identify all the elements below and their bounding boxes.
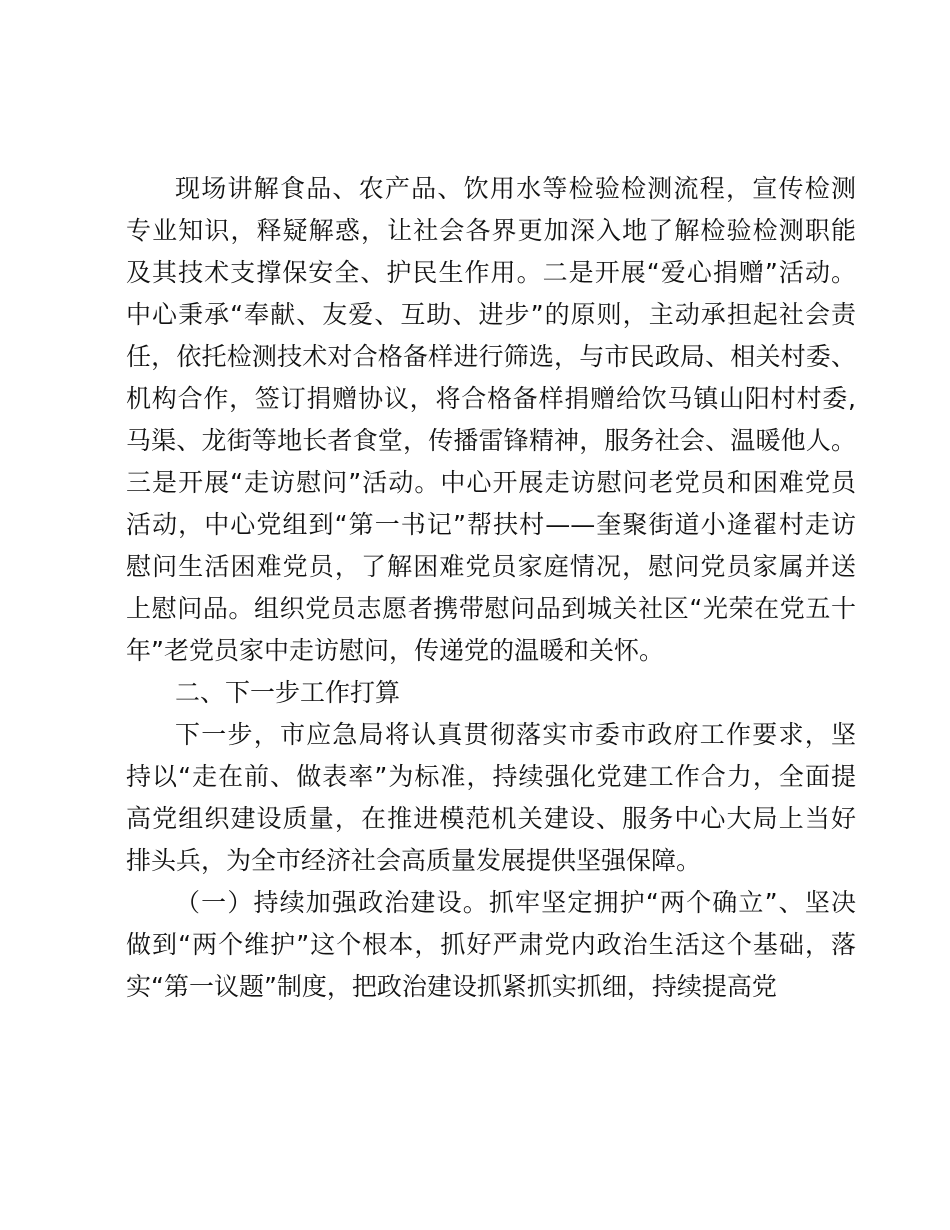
text-line: 年”老党员家中走访慰问，传递党的温暖和关怀。	[126, 636, 664, 665]
text-line: 排头兵，为全市经济社会高质量发展提供坚强保障。	[126, 846, 702, 875]
text-line: 机构合作，签订捐赠协议，将合格备样捐赠给饮马镇山阳村村委,	[126, 384, 856, 413]
text-line: 现场讲解食品、农产品、饮用水等检验检测流程，宣传检测	[175, 174, 856, 203]
text-line: 做到“两个维护”这个根本，抓好严肃党内政治生活这个基础，落	[126, 930, 856, 959]
text-line: 三是开展“走访慰问”活动。中心开展走访慰问老党员和困难党员	[126, 468, 856, 497]
text-line: 下一步，市应急局将认真贯彻落实市委市政府工作要求，坚	[175, 720, 856, 749]
text-line: 专业知识，释疑解惑，让社会各界更加深入地了解检验检测职能	[126, 216, 856, 245]
text-line: （一）持续加强政治建设。抓牢坚定拥护“两个确立”、坚决	[175, 888, 856, 917]
paragraph-activities	[126, 168, 856, 672]
text-line: 慰问生活困难党员，了解困难党员家庭情况，慰问党员家属并送	[126, 552, 856, 581]
text-line: 中心秉承“奉献、友爱、互助、进步”的原则，主动承担起社会责	[126, 300, 856, 329]
text-line: 任，依托检测技术对合格备样进行筛选，与市民政局、相关村委、	[126, 342, 856, 371]
text-line: 持以“走在前、做表率”为标准，持续强化党建工作合力，全面提	[126, 762, 856, 791]
text-line: 及其技术支撑保安全、护民生作用。二是开展“爱心捐赠”活动。	[126, 258, 856, 287]
text-line: 上慰问品。组织党员志愿者携带慰问品到城关社区“光荣在党五十	[126, 594, 856, 623]
text-line: 马渠、龙街等地长者食堂，传播雷锋精神，服务社会、温暖他人。	[126, 426, 856, 455]
document-body	[126, 168, 856, 1008]
section-heading-next-steps	[126, 672, 856, 714]
text-line: 高党组织建设质量，在推进模范机关建设、服务中心大局上当好	[126, 804, 856, 833]
text-line: 活动，中心党组到“第一书记”帮扶村——奎聚街道小逄翟村走访	[126, 510, 856, 539]
heading-line: 二、下一步工作打算	[175, 678, 401, 707]
paragraph-political-building	[126, 882, 856, 1008]
text-line: 实“第一议题”制度，把政治建设抓紧抓实抓细，持续提高党	[126, 972, 777, 1001]
paragraph-next-steps	[126, 714, 856, 882]
